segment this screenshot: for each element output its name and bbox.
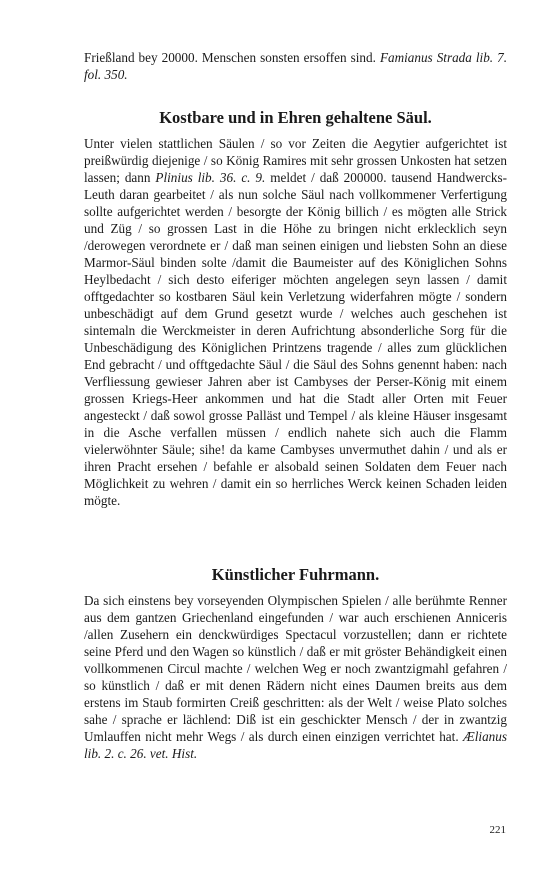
section-body-fuhrmann (84, 592, 507, 762)
saeul-text-b: meldet / daß 200000. tausend Handwercks-Leuth daran gearbeitet / als nun solche Säul nach vollkommener Verfertigung sollte aufgerichtet werden / besorgte der König billich / es mögten alle Strick und Züg / so grossen Last in die Höhe zu bringen nicht erklecklich seyn /derowegen verordnete er / daß man seinen einigen und liebsten Sohn an diese Marmor-Säul binden solte /damit die Baumeister auf des Königlichen Sohns Heylbedacht / sich desto eiferiger möchten angelegen seyn lassen / damit offtgedachter so kostbaren Säul kein Verletzung widerfahren mögte / sondern unbeschädigt auf dem Grund gesetzt wurde / welches auch geschehen ist sintemaln die Werckmeister in deren Aufrichtung absonderliche Sorg für die Unbeschädigung des Königlichen Printzens tragende / alles zum glücklichen End gebracht / und offtgedachte Säul / die Säul des Sohns genennt haben: nach Verfliessung gewieser Jahren aber ist Cambyses der Perser-König mit einem grossen Kriegs-Heer ankommen und hat die Stadt aller Orten mit Feuer angesteckt / daß sowol grosse Palläst und Tempel / als kleine Häuser insgesamt in die Asche verfallen müssen / endlich nahete sich auch die Flamm vielerwöhnter Säule; sihe! da kame Cambyses unvermuthet dahin / und als er ihren Pracht ersehen / befahle er alsobald seinen Soldaten dem Feuer nach Möglichkeit zu wehren / damit ein so herrliches Werck keinen Schaden leiden mögte. (84, 170, 508, 508)
section-heading-fuhrmann: Künstlicher Fuhrmann. (211, 565, 380, 584)
fuhrmann-text: Da sich einstens bey vorseyenden Olympischen Spielen / alle berühmte Renner aus dem gantzen Griechenland eingefunden / war auch erschienen Anniceris /allen Zusehern ein denckwürdiges Spectacul vorzustellen; dann er richtete seine Pferd und den Wagen so künstlich / daß er mit gröster Behändigkeit einen vollkommenen Circul machte / welchen Weg er noch zwantzigmahl gefahren / so künstlich / daß er mit denen Rädern nicht eines Daumen breits aus dem erstens im Staub formirten Creiß geschritten: als der Welt / weise Plato solches sahe / sprache er lächlend: Diß ist ein geschickter Mensch / der in zwantzig Umlauffen nicht mehr Wegs / als durch einen einzigen verrichtet hat. (84, 593, 507, 744)
continuation-source: Famianus Strada lib. 7. fol. 350. (84, 50, 508, 82)
saeul-text-a: Unter vielen stattlichen Säulen / so vor Zeiten die Aegytier aufgerichtet ist preißwürdig diejenige / so König Ramires mit sehr grossen Unkosten hat setzen lassen; dann (84, 136, 507, 185)
fuhrmann-reference: Ælianus lib. 2. c. 26. vet. Hist. (84, 729, 507, 761)
section-heading-saeul: Kostbare und in Ehren gehaltene Säul. (159, 108, 432, 127)
saeul-reference: Plinius lib. 36. c. 9. (155, 170, 266, 185)
section-body-saeul (84, 135, 507, 509)
page-number: 221 (489, 824, 506, 836)
continuation-text: Frießland bey 20000. Menschen sonsten ersoffen sind. (84, 50, 376, 65)
continuation-paragraph (84, 49, 507, 83)
